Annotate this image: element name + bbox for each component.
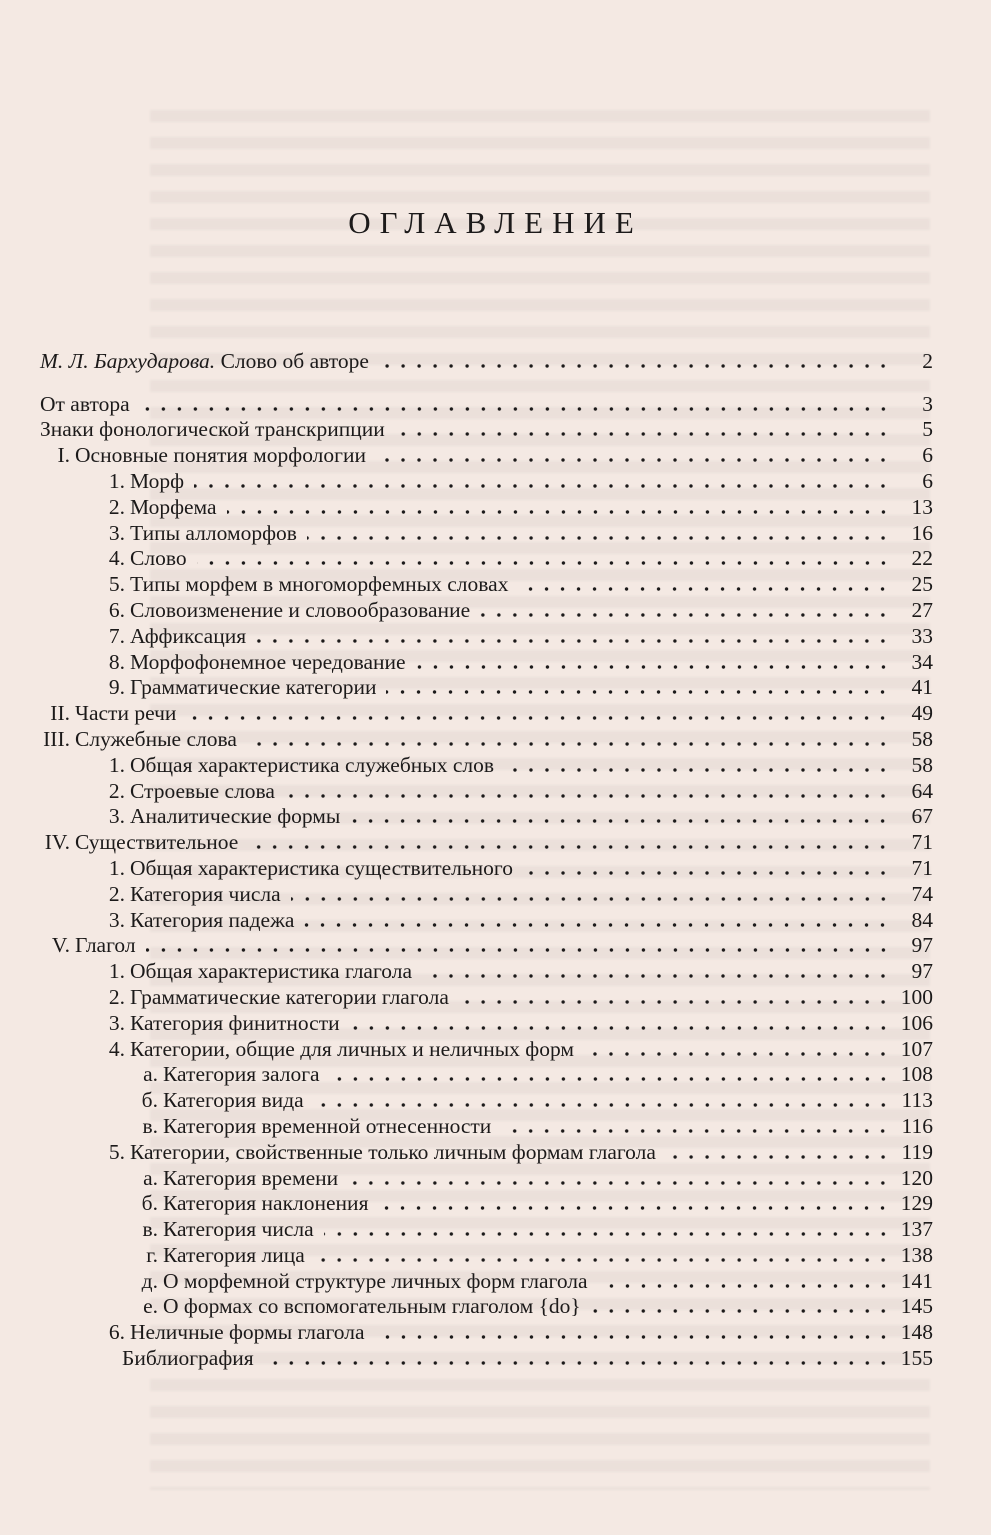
toc-entry[interactable]	[40, 907, 933, 933]
dot-leader	[459, 999, 891, 1005]
dot-leader	[518, 586, 891, 592]
toc-entry-title: Категория вида	[163, 1088, 304, 1113]
dot-leader	[501, 1128, 891, 1134]
toc-entry-page-number: 49	[911, 701, 933, 726]
toc-entry-title: Существительное	[75, 830, 239, 855]
toc-entry-number: а.	[143, 1062, 158, 1087]
toc-entry-title: Типы морфем в многоморфемных словах	[130, 572, 509, 597]
toc-entry[interactable]	[40, 1062, 933, 1088]
toc-entry-number: 8.	[108, 649, 125, 674]
toc-entry[interactable]	[40, 1113, 933, 1139]
toc-entry[interactable]	[40, 778, 933, 804]
toc-entry-number: 2.	[108, 881, 125, 906]
toc-entry-number: 2.	[108, 494, 125, 519]
dot-leader	[598, 1283, 891, 1289]
toc-entry[interactable]	[40, 391, 933, 417]
dot-leader	[248, 844, 891, 850]
toc-entry-title: Строевые слова	[130, 778, 275, 803]
toc-entry[interactable]	[40, 417, 933, 443]
toc-entry-page-number: 106	[900, 1010, 933, 1035]
toc-entry-title: О морфемной структуре личных форм глагола	[163, 1268, 588, 1293]
toc-entry-page-number: 71	[911, 855, 933, 880]
toc-entry-page-number: 84	[911, 907, 933, 932]
toc-entry-title: Грамматические категории глагола	[130, 984, 449, 1009]
dot-leader	[264, 1360, 891, 1366]
toc-entry-page-number: 33	[911, 623, 933, 648]
dot-leader	[350, 818, 891, 824]
toc-entry-title: Категория времени	[163, 1165, 339, 1190]
dot-leader	[256, 638, 891, 644]
toc-entry-page-number: 34	[911, 649, 933, 674]
toc-entry-page-number: 13	[911, 494, 933, 519]
toc-entry-number: 1.	[108, 752, 125, 777]
toc-entry[interactable]	[40, 1010, 933, 1036]
toc-entry-page-number: 6	[922, 443, 933, 468]
dot-leader	[146, 947, 891, 953]
toc-entry-number: 1.	[108, 855, 125, 880]
toc-entry-number: 5.	[108, 1139, 125, 1164]
toc-entry-page-number: 5	[922, 417, 933, 442]
toc-entry-label	[40, 349, 369, 374]
toc-entry[interactable]	[40, 468, 933, 494]
toc-entry-page-number: 27	[911, 597, 933, 622]
dot-leader	[197, 560, 891, 566]
toc-entry[interactable]	[40, 752, 933, 778]
dot-leader	[375, 1334, 891, 1340]
toc-entry-number: в.	[142, 1217, 158, 1242]
page-title: ОГЛАВЛЕНИЕ	[348, 205, 643, 240]
toc-entry-page-number: 6	[922, 468, 933, 493]
toc-entry-number: IV.	[44, 830, 70, 855]
dot-leader	[348, 1180, 891, 1186]
toc-entry-title: Типы алломорфов	[130, 520, 297, 545]
toc-entry-number: 3.	[108, 804, 125, 829]
toc-entry-number: 9.	[108, 675, 125, 700]
dot-leader	[504, 767, 891, 773]
toc-entry[interactable]	[40, 494, 933, 520]
toc-entry-title: Категории, свойственные только личным формам глагола	[130, 1139, 656, 1164]
toc-entry-page-number: 145	[900, 1294, 933, 1319]
toc-entry-number: 6.	[108, 1320, 125, 1345]
dot-leader	[480, 612, 891, 618]
toc-entry-page-number: 2	[922, 348, 933, 373]
toc-entry[interactable]	[40, 1087, 933, 1113]
toc-entry[interactable]	[40, 1165, 933, 1191]
toc-entry-title: Части речи	[75, 701, 177, 726]
toc-entry-page-number: 116	[901, 1113, 933, 1138]
toc-entry[interactable]	[40, 829, 933, 855]
toc-entry-page-number: 119	[901, 1139, 933, 1164]
toc-entry-number: д.	[141, 1268, 158, 1293]
toc-entry-number: 6.	[108, 597, 125, 622]
toc-entry-title: Категория временной отнесенности	[163, 1113, 492, 1138]
toc-entry[interactable]	[40, 546, 933, 572]
toc-entry[interactable]	[40, 520, 933, 546]
dot-leader	[324, 1231, 891, 1237]
toc-entry[interactable]	[40, 675, 933, 701]
toc-entry-title: Слово	[130, 546, 187, 571]
dot-leader	[378, 1205, 891, 1211]
toc-entry[interactable]	[40, 1242, 933, 1268]
dot-leader	[330, 1076, 891, 1082]
toc-entry-title: Категория падежа	[130, 907, 295, 932]
toc-entry-page-number: 129	[900, 1191, 933, 1216]
toc-entry[interactable]	[40, 1216, 933, 1242]
toc-entry-number: 3.	[108, 1010, 125, 1035]
toc-entry-number: в.	[142, 1113, 158, 1138]
toc-entry-title: Категория числа	[130, 881, 281, 906]
toc-entry-title: Морфофонемное чередование	[130, 649, 406, 674]
dot-leader	[350, 1025, 891, 1031]
toc-entry-number: 4.	[108, 546, 125, 571]
toc-entry[interactable]	[40, 1345, 933, 1371]
toc-entry-page-number: 108	[900, 1062, 933, 1087]
dot-leader	[416, 664, 891, 670]
toc-entry-number: 2.	[108, 778, 125, 803]
dot-leader	[285, 793, 891, 799]
toc-entry-number: 4.	[108, 1036, 125, 1061]
toc-entry-page-number: 138	[900, 1242, 933, 1267]
toc-entry-page-number: 97	[911, 959, 933, 984]
dot-leader	[307, 535, 891, 541]
toc-entry-page-number: 3	[922, 391, 933, 416]
toc-entry-number: е.	[143, 1294, 158, 1319]
dot-leader	[227, 509, 891, 515]
toc-entry-page-number: 113	[901, 1088, 933, 1113]
toc-entry[interactable]	[40, 700, 933, 726]
toc-entry-page-number: 16	[911, 520, 933, 545]
toc-entry-title: Словоизменение и словообразование	[130, 597, 471, 622]
toc-entry-title: Слово об авторе	[220, 348, 369, 373]
dot-leader	[314, 1102, 891, 1108]
dot-leader	[247, 741, 891, 747]
toc-entry[interactable]	[40, 1294, 933, 1320]
toc-entry-number: а.	[143, 1165, 158, 1190]
toc-entry-number: 2.	[108, 984, 125, 1009]
toc-entry-title: Категория лица	[163, 1242, 305, 1267]
toc-entry-page-number: 58	[911, 726, 933, 751]
toc-entry-page-number: 71	[911, 830, 933, 855]
toc-entry-title: Служебные слова	[75, 726, 237, 751]
toc-entry-page-number: 148	[900, 1320, 933, 1345]
toc-entry-number: 3.	[108, 520, 125, 545]
toc-entry-title: Морфема	[130, 494, 217, 519]
toc-entry[interactable]	[40, 933, 933, 959]
toc-entry-author: М. Л. Бархударова.	[40, 348, 216, 373]
toc-entry-page-number: 137	[900, 1217, 933, 1242]
toc-entry[interactable]	[40, 958, 933, 984]
toc-entry[interactable]	[40, 881, 933, 907]
dot-leader	[386, 689, 891, 695]
toc-entry-number: II.	[50, 701, 70, 726]
toc-entry-number: б.	[141, 1191, 158, 1216]
dot-leader	[291, 896, 891, 902]
toc-entry-number: I.	[57, 443, 70, 468]
toc-entry[interactable]	[40, 571, 933, 597]
toc-entry-title: Общая характеристика служебных слов	[130, 752, 495, 777]
dot-leader	[422, 973, 891, 979]
toc-entry-title: Глагол	[75, 933, 136, 958]
toc-entry-page-number: 41	[911, 675, 933, 700]
toc-entry[interactable]	[40, 1319, 933, 1345]
toc-entry-title: Грамматические категории	[130, 675, 377, 700]
toc-entry-title: Категория числа	[163, 1217, 314, 1242]
toc-entry-page-number: 141	[900, 1268, 933, 1293]
toc-entry-title: От автора	[40, 391, 130, 416]
toc-entry-number: III.	[43, 726, 70, 751]
toc-entry-title: Основные понятия морфологии	[75, 443, 366, 468]
toc-entry-title: Категория наклонения	[163, 1191, 369, 1216]
toc-entry-title: Категория залога	[163, 1062, 320, 1087]
toc-entry-title: Знаки фонологической транскрипции	[40, 417, 385, 442]
dot-leader	[304, 922, 891, 928]
toc-entry-page-number: 100	[900, 984, 933, 1009]
toc-entry-title: Аффиксация	[130, 623, 247, 648]
toc-entry-title: Неличные формы глагола	[130, 1320, 365, 1345]
toc-entry-page-number: 97	[911, 933, 933, 958]
toc-entry-page-number: 64	[911, 778, 933, 803]
toc-entry-page-number: 74	[911, 881, 933, 906]
dot-leader	[379, 363, 891, 369]
toc-entry-number: б.	[141, 1088, 158, 1113]
toc-entry-title: Морф	[130, 468, 185, 493]
toc-entry-number: г.	[146, 1242, 158, 1267]
dot-leader	[666, 1154, 891, 1160]
toc-entry-number: 5.	[108, 572, 125, 597]
dot-leader	[395, 431, 891, 437]
toc-entry-title: Категории, общие для личных и неличных форм	[130, 1036, 575, 1061]
toc-entry-page-number: 155	[900, 1346, 933, 1371]
toc-entry-number: 1.	[108, 468, 125, 493]
toc-entry-page-number: 107	[900, 1036, 933, 1061]
toc-entry-number: 7.	[108, 623, 125, 648]
toc-entry[interactable]	[40, 623, 933, 649]
toc-entry[interactable]	[40, 649, 933, 675]
toc-entry-page-number: 25	[911, 572, 933, 597]
dot-leader	[376, 457, 891, 463]
toc-entry-title: Общая характеристика глагола	[130, 959, 412, 984]
toc-entry-title: Общая характеристика существительного	[130, 855, 513, 880]
toc-entry-title: Категория финитности	[130, 1010, 340, 1035]
dot-leader	[315, 1257, 891, 1263]
toc-entry-title: Библиография	[122, 1346, 254, 1371]
toc-entry-number: V.	[51, 933, 70, 958]
toc-entry-page-number: 58	[911, 752, 933, 777]
dot-leader	[194, 483, 891, 489]
toc-entry[interactable]	[40, 726, 933, 752]
toc-entry[interactable]	[40, 1139, 933, 1165]
toc-entry-page-number: 120	[900, 1165, 933, 1190]
toc-entry-page-number: 67	[911, 804, 933, 829]
toc-entry-page-number: 22	[911, 546, 933, 571]
toc-entry-title: Аналитические формы	[130, 804, 341, 829]
toc-entry-number: 1.	[108, 959, 125, 984]
toc-entry[interactable]	[40, 984, 933, 1010]
toc-entry[interactable]	[40, 442, 933, 468]
toc-entry[interactable]	[40, 597, 933, 623]
toc-entry-number: 3.	[108, 907, 125, 932]
dot-leader	[591, 1308, 891, 1314]
toc-entry[interactable]	[40, 804, 933, 830]
dot-leader	[140, 406, 891, 412]
toc-entry[interactable]	[40, 855, 933, 881]
dot-leader	[523, 870, 891, 876]
toc-entry[interactable]	[40, 348, 933, 374]
toc-entry-title: О формах со вспомогательным глаголом {do}	[163, 1294, 581, 1319]
table-of-contents	[40, 348, 933, 1371]
dot-leader	[186, 715, 891, 721]
dot-leader	[584, 1051, 891, 1057]
toc-entry[interactable]	[40, 1036, 933, 1062]
toc-entry[interactable]	[40, 1191, 933, 1217]
toc-entry[interactable]	[40, 1268, 933, 1294]
